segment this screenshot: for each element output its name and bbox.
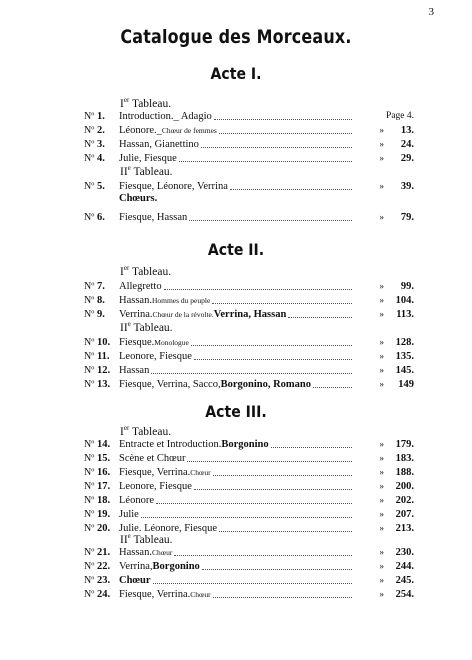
entry-page: Page 4. — [386, 111, 414, 121]
entry-number: Nº 18. — [84, 495, 111, 506]
entry-page: 135. — [395, 351, 414, 362]
catalogue-entry — [84, 522, 414, 535]
tableau-heading: IIe Tableau. — [120, 532, 173, 546]
catalogue-entry — [84, 280, 414, 293]
dot-leader — [194, 480, 352, 490]
dot-leader — [187, 452, 352, 462]
ditto-mark: » — [379, 181, 384, 191]
page-title: Catalogue des Morceaux. — [120, 26, 352, 48]
entry-continuation: Chœurs. — [119, 193, 158, 204]
ditto-mark: » — [379, 547, 384, 557]
catalogue-entry — [84, 211, 414, 224]
entry-page: 99. — [400, 281, 414, 292]
entry-number: Nº 24. — [84, 589, 111, 600]
entry-page: 230. — [395, 547, 414, 558]
ditto-mark: » — [379, 281, 384, 291]
ditto-mark: » — [379, 379, 384, 389]
entry-page: 13. — [400, 125, 414, 136]
entry-page: 183. — [395, 453, 414, 464]
entry-number: Nº 17. — [84, 481, 111, 492]
entry-title: Julie. Léonore, Fiesque — [119, 522, 354, 535]
ditto-mark: » — [379, 309, 384, 319]
entry-page: 244. — [395, 561, 414, 572]
dot-leader — [151, 364, 352, 374]
catalogue-entry — [84, 574, 414, 587]
entry-title: Verrina. Chœur de la révolte. Verrina, Hassan — [119, 308, 354, 321]
act-heading-2: Acte II. — [207, 240, 265, 259]
catalogue-entry — [84, 110, 414, 123]
entry-title: Fiesque. Monologue — [119, 336, 354, 349]
entry-title: Hassan. Chœur — [119, 546, 354, 559]
entry-title: Fiesque, Verrina. Chœur — [119, 588, 354, 601]
dot-leader — [201, 138, 352, 148]
entry-number: Nº 15. — [84, 453, 111, 464]
entry-page: 254. — [395, 589, 414, 600]
entry-number: Nº 7. — [84, 281, 105, 292]
ditto-mark: » — [379, 153, 384, 163]
catalogue-entry — [84, 308, 414, 321]
ditto-mark: » — [379, 439, 384, 449]
catalogue-entry — [84, 438, 414, 451]
dot-leader — [174, 546, 352, 556]
entry-page: 128. — [395, 337, 414, 348]
catalogue-entry — [84, 494, 414, 507]
entry-number: Nº 4. — [84, 153, 105, 164]
catalogue-entry — [84, 508, 414, 521]
entry-title: Fiesque, Verrina, Sacco, Borgonino, Romano — [119, 378, 354, 391]
ditto-mark: » — [379, 467, 384, 477]
entry-number: Nº 8. — [84, 295, 105, 306]
dot-leader — [219, 522, 352, 532]
catalogue-entry — [84, 124, 414, 137]
ditto-mark: » — [379, 575, 384, 585]
ditto-mark: » — [379, 337, 384, 347]
tableau-heading: IIe Tableau. — [120, 320, 173, 334]
catalogue-entry — [84, 152, 414, 165]
catalogue-entry — [84, 336, 414, 349]
catalogue-entry — [84, 378, 414, 391]
entry-number: Nº 20. — [84, 523, 111, 534]
dot-leader — [194, 350, 352, 360]
ditto-mark: » — [379, 589, 384, 599]
page-number: 3 — [428, 6, 434, 18]
catalogue-entry — [84, 480, 414, 493]
catalogue-entry — [84, 588, 414, 601]
entry-title: Fiesque, Léonore, Verrina — [119, 180, 354, 193]
ditto-mark: » — [379, 351, 384, 361]
act-heading-1: Acte I. — [210, 64, 262, 83]
dot-leader — [288, 308, 352, 318]
entry-number: Nº 10. — [84, 337, 111, 348]
entry-title: Léonore._ Chœur de femmes — [119, 124, 354, 137]
entry-page: 188. — [395, 467, 414, 478]
dot-leader — [219, 124, 352, 134]
entry-title: Entracte et Introduction. Borgonino — [119, 438, 354, 451]
entry-number: Nº 19. — [84, 509, 111, 520]
entry-title: Fiesque, Hassan — [119, 211, 354, 224]
entry-page: 179. — [395, 439, 414, 450]
tableau-heading: IIe Tableau. — [120, 164, 173, 178]
entry-number: Nº 5. — [84, 181, 105, 192]
entry-number: Nº 23. — [84, 575, 111, 586]
catalogue-entry — [84, 180, 414, 193]
dot-leader — [156, 494, 352, 504]
entry-page: 207. — [395, 509, 414, 520]
tableau-heading: Ier Tableau. — [120, 424, 172, 438]
entry-number: Nº 3. — [84, 139, 105, 150]
ditto-mark: » — [379, 481, 384, 491]
entry-title: Leonore, Fiesque — [119, 480, 354, 493]
entry-number: Nº 6. — [84, 212, 105, 223]
entry-number: Nº 1. — [84, 111, 105, 122]
entry-title: Léonore — [119, 494, 354, 507]
dot-leader — [230, 180, 352, 190]
entry-title: Verrina, Borgonino — [119, 560, 354, 573]
entry-title: Scène et Chœur — [119, 452, 354, 465]
entry-title: Hassan. Hommes du peuple — [119, 294, 354, 307]
tableau-heading: Ier Tableau. — [120, 96, 172, 110]
dot-leader — [202, 560, 352, 570]
dot-leader — [189, 211, 352, 221]
entry-page: 79. — [400, 212, 414, 223]
catalogue-entry — [84, 294, 414, 307]
entry-number: Nº 14. — [84, 439, 111, 450]
entry-page: 202. — [395, 495, 414, 506]
entry-page: 104. — [395, 295, 414, 306]
entry-page: 145. — [395, 365, 414, 376]
entry-title: Leonore, Fiesque — [119, 350, 354, 363]
entry-page: 29. — [400, 153, 414, 164]
entry-number: Nº 16. — [84, 467, 111, 478]
dot-leader — [212, 294, 352, 304]
entry-page: 149 — [398, 379, 414, 390]
entry-number: Nº 22. — [84, 561, 111, 572]
entry-page: 113. — [396, 309, 414, 320]
tableau-heading: Ier Tableau. — [120, 264, 172, 278]
entry-number: Nº 21. — [84, 547, 111, 558]
dot-leader — [271, 438, 352, 448]
catalogue-entry — [84, 546, 414, 559]
dot-leader — [141, 508, 352, 518]
entry-page: 24. — [400, 139, 414, 150]
entry-number: Nº 9. — [84, 309, 105, 320]
entry-number: Nº 2. — [84, 125, 105, 136]
catalogue-entry — [84, 364, 414, 377]
entry-title: Introduction._ Adagio — [119, 110, 354, 123]
ditto-mark: » — [379, 453, 384, 463]
entry-page: 213. — [395, 523, 414, 534]
entry-page: 245. — [395, 575, 414, 586]
ditto-mark: » — [379, 523, 384, 533]
entry-title: Chœur — [119, 574, 354, 587]
act-heading-3: Acte III. — [205, 402, 267, 421]
ditto-mark: » — [379, 212, 384, 222]
ditto-mark: » — [379, 365, 384, 375]
dot-leader — [213, 466, 352, 476]
dot-leader — [213, 588, 352, 598]
entry-title: Hassan, Gianettino — [119, 138, 354, 151]
ditto-mark: » — [379, 139, 384, 149]
entry-number: Nº 13. — [84, 379, 111, 390]
dot-leader — [313, 378, 352, 388]
entry-title: Julie — [119, 508, 354, 521]
entry-title: Fiesque, Verrina. Chœur — [119, 466, 354, 479]
entry-title: Hassan — [119, 364, 354, 377]
ditto-mark: » — [379, 561, 384, 571]
ditto-mark: » — [379, 495, 384, 505]
entry-page: 200. — [395, 481, 414, 492]
catalogue-entry — [84, 350, 414, 363]
entry-number: Nº 12. — [84, 365, 111, 376]
dot-leader — [191, 336, 352, 346]
ditto-mark: » — [379, 295, 384, 305]
entry-title: Allegretto — [119, 280, 354, 293]
catalogue-entry — [84, 560, 414, 573]
entry-title: Julie, Fiesque — [119, 152, 354, 165]
catalogue-entry — [84, 138, 414, 151]
entry-page: 39. — [400, 181, 414, 192]
catalogue-entry — [84, 452, 414, 465]
dot-leader — [153, 574, 352, 584]
dot-leader — [214, 110, 352, 120]
entry-number: Nº 11. — [84, 351, 110, 362]
dot-leader — [179, 152, 352, 162]
ditto-mark: » — [379, 125, 384, 135]
dot-leader — [164, 280, 352, 290]
catalogue-entry — [84, 466, 414, 479]
ditto-mark: » — [379, 509, 384, 519]
